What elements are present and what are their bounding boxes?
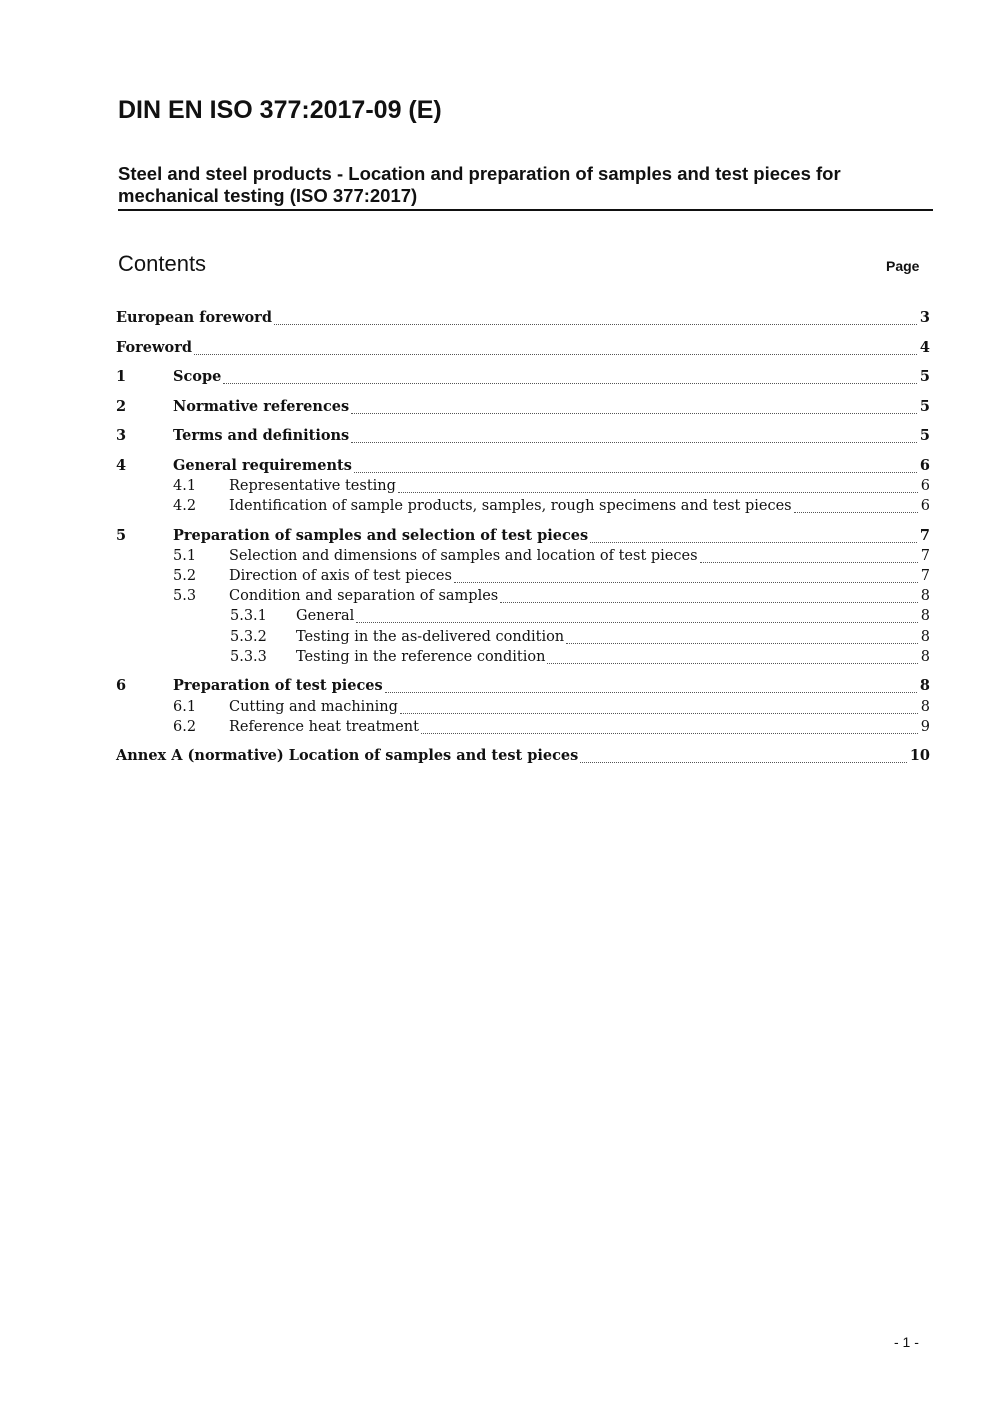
footer-page-number: - 1 - [894, 1334, 919, 1350]
dot-leader [398, 488, 918, 493]
toc-entry-page: 5 [919, 427, 930, 444]
toc-entry-european-foreword[interactable] [116, 307, 930, 329]
toc-entry-title: Annex A (normative) Location of samples and test pieces [116, 747, 579, 764]
dot-leader [700, 558, 918, 563]
toc-entry-title: Identification of sample products, samples, rough specimens and test pieces [229, 498, 792, 514]
toc-entry-number: 5.3.2 [230, 629, 267, 645]
toc-entry-number: 2 [116, 398, 127, 415]
toc-entry-number: 5.3.1 [230, 608, 267, 624]
toc-entry-title: Selection and dimensions of samples and location of test pieces [229, 548, 698, 564]
toc-entry-title: Normative references [173, 398, 350, 415]
toc-entry-number: 5.3 [173, 588, 197, 604]
toc-entry-annex-a[interactable] [116, 745, 930, 767]
toc-entry-page: 10 [909, 747, 930, 764]
toc-entry-number: 5.2 [173, 568, 197, 584]
toc-entry-title: Terms and definitions [173, 427, 350, 444]
dot-leader [590, 538, 917, 543]
toc-entry-number: 4.1 [173, 478, 197, 494]
toc-entry-page: 5 [919, 368, 930, 385]
toc-entry-page: 7 [920, 568, 930, 584]
toc-entry-4[interactable] [116, 455, 930, 477]
contents-heading: Contents [118, 251, 207, 276]
toc-entry-number: 4.2 [173, 498, 197, 514]
toc-entry-title: General [296, 608, 355, 624]
dot-leader [421, 729, 918, 734]
toc-entry-page: 8 [920, 588, 930, 604]
toc-entry-title: Preparation of test pieces [173, 677, 383, 694]
dot-leader [400, 709, 918, 714]
dot-leader [351, 438, 917, 443]
toc-entry-4-1[interactable] [116, 475, 930, 497]
toc-entry-title: Representative testing [229, 478, 396, 494]
document-subtitle: Steel and steel products - Location and preparation of samples and test pieces for mechanical testing (ISO 377:2017) [118, 163, 933, 211]
toc-entry-4-2[interactable] [116, 495, 930, 517]
toc-entry-5-1[interactable] [116, 545, 930, 567]
toc-entry-page: 8 [920, 629, 930, 645]
toc-entry-title: Testing in the reference condition [296, 649, 546, 665]
toc-entry-title: Testing in the as-delivered condition [296, 629, 565, 645]
dot-leader [500, 598, 918, 603]
dot-leader [566, 639, 918, 644]
toc-entry-5-2[interactable] [116, 565, 930, 587]
dot-leader [194, 350, 917, 355]
toc-entry-5-3-1[interactable] [116, 605, 930, 627]
toc-entry-6-1[interactable] [116, 696, 930, 718]
toc-entry-title: Direction of axis of test pieces [229, 568, 452, 584]
toc-entry-number: 3 [116, 427, 127, 444]
toc-entry-6[interactable] [116, 675, 930, 697]
toc-entry-foreword[interactable] [116, 337, 930, 359]
dot-leader [385, 688, 917, 693]
dot-leader [547, 659, 917, 664]
toc-entry-1[interactable] [116, 366, 930, 388]
toc-entry-title: Condition and separation of samples [229, 588, 499, 604]
toc-entry-page: 8 [919, 677, 930, 694]
toc-entry-title: General requirements [173, 457, 352, 474]
document-title: DIN EN ISO 377:2017-09 (E) [118, 96, 442, 124]
toc-entry-title: European foreword [116, 309, 272, 326]
page-column-label: Page [886, 258, 920, 274]
toc-entry-page: 6 [919, 457, 930, 474]
dot-leader [354, 468, 917, 473]
toc-entry-title: Cutting and machining [229, 699, 398, 715]
toc-entry-number: 1 [116, 368, 127, 385]
toc-entry-title: Scope [173, 368, 222, 385]
dot-leader [274, 320, 917, 325]
toc-entry-page: 7 [920, 548, 930, 564]
toc-entry-page: 6 [920, 478, 930, 494]
toc-entry-page: 8 [920, 649, 930, 665]
toc-entry-title: Reference heat treatment [229, 719, 419, 735]
toc-entry-page: 6 [920, 498, 930, 514]
dot-leader [580, 758, 906, 763]
dot-leader [794, 508, 918, 513]
toc-entry-page: 9 [920, 719, 930, 735]
toc-entry-3[interactable] [116, 425, 930, 447]
toc-entry-5-3-3[interactable] [116, 646, 930, 668]
dot-leader [356, 618, 917, 623]
toc-entry-number: 6 [116, 677, 127, 694]
toc-entry-page: 7 [919, 527, 930, 544]
dot-leader [454, 578, 918, 583]
toc-entry-title: Foreword [116, 339, 192, 356]
toc-entry-number: 6.2 [173, 719, 197, 735]
toc-entry-5[interactable] [116, 525, 930, 547]
toc-entry-number: 5.1 [173, 548, 197, 564]
toc-entry-number: 4 [116, 457, 127, 474]
toc-entry-number: 6.1 [173, 699, 197, 715]
toc-entry-page: 8 [920, 608, 930, 624]
toc-entry-page: 8 [920, 699, 930, 715]
toc-entry-number: 5.3.3 [230, 649, 267, 665]
dot-leader [223, 379, 917, 384]
toc-entry-page: 3 [919, 309, 930, 326]
toc-entry-title: Preparation of samples and selection of test pieces [173, 527, 589, 544]
dot-leader [351, 409, 917, 414]
toc-entry-page: 4 [919, 339, 930, 356]
toc-entry-number: 5 [116, 527, 127, 544]
toc-entry-page: 5 [919, 398, 930, 415]
toc-entry-5-3[interactable] [116, 585, 930, 607]
toc-entry-6-2[interactable] [116, 716, 930, 738]
toc-entry-2[interactable] [116, 396, 930, 418]
toc-entry-5-3-2[interactable] [116, 626, 930, 648]
